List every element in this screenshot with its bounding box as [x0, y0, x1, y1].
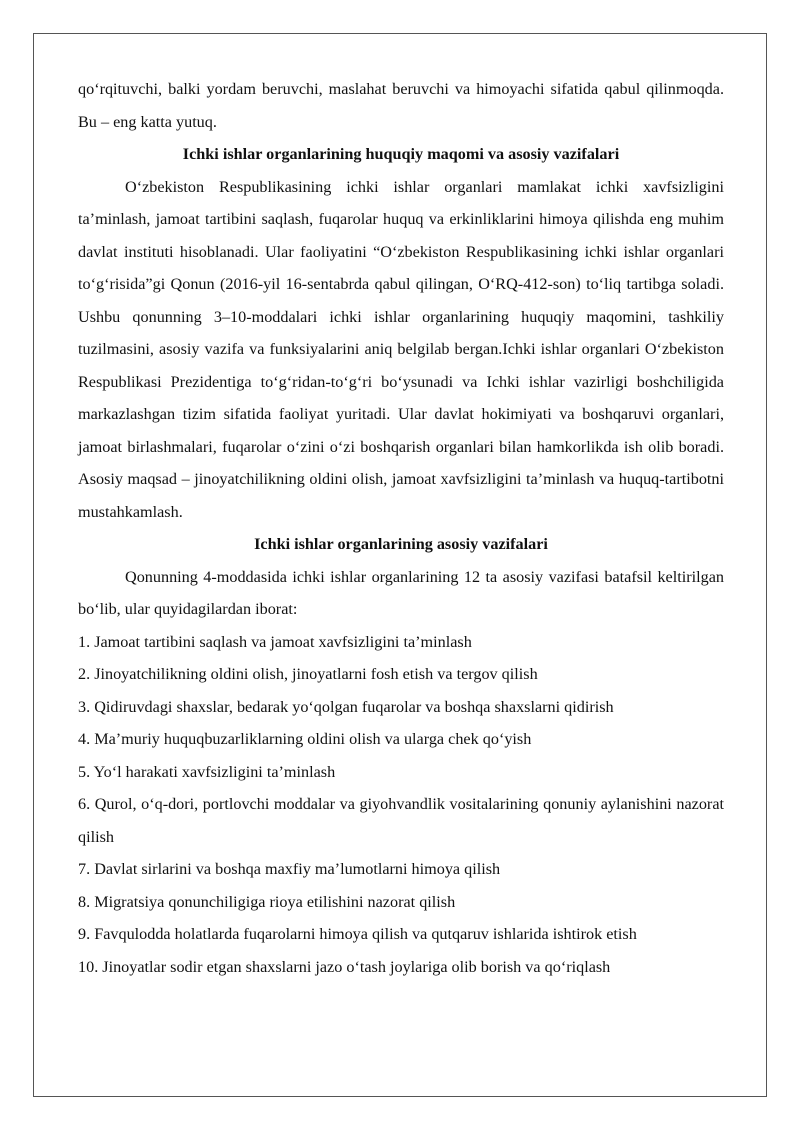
list-item: 4. Ma’muriy huquqbuzarliklarning oldini olish va ularga chek qo‘yish: [78, 730, 532, 748]
list-item: 6. Qurol, o‘q-dori, portlovchi moddalar va giyohvandlik vositalarining qonuniy aylanishini nazorat qilish: [78, 795, 724, 846]
tasks-list: [78, 626, 724, 984]
list-item: 5. Yo‘l harakati xavfsizligini ta’minlash: [78, 762, 336, 781]
legal-status-paragraph: O‘zbekiston Respublikasining ichki ishlar organlari mamlakat ichki xavfsizligini ta’minlash, jamoat tartibini saqlash, fuqarolar huquq va erkinliklarini himoya qilishda eng muhim davlat instituti hisoblanadi. Ular faoliyatini “O‘zbekiston Respublikasining ichki ishlar organlari to‘g‘risida”gi Qonun (2016-yil 16-sentabrda qabul qilingan, O‘RQ-412-son) to‘liq tartibga soladi. Ushbu qonunning 3–10-moddalari ichki ishlar organlarining huquqiy maqomini, tashkiliy tuzilmasini, asosiy vazifa va funksiyalarini aniq belgilab bergan.Ichki ishlar organlari O‘zbekiston Respublikasi Prezidentiga to‘g‘ridan-to‘g‘ri bo‘ysunadi va Ichki ishlar vazirligi boshchiligida markazlashgan tizim sifatida faoliyat yuritadi. Ular davlat hokimiyati va boshqaruvi organlari, jamoat birlashmalari, fuqarolar o‘zini o‘zi boshqarish organlari bilan hamkorlikda ish olib boradi. Asosiy maqsad – jinoyatchilikning oldini olish, jamoat xavfsizligini ta’minlash va huquq-tartibotni mustahkamlash.: [78, 177, 724, 521]
main-tasks-intro: Qonunning 4-moddasida ichki ishlar organlarining 12 ta asosiy vazifasi batafsil keltirilgan bo‘lib, ular quyidagilardan iborat:: [78, 567, 724, 618]
list-item: 3. Qidiruvdagi shaxslar, bedarak yo‘qolgan fuqarolar va boshqa shaxslarni qidirish: [78, 697, 614, 716]
section-heading-main-tasks: Ichki ishlar organlarining asosiy vazifalari: [254, 535, 548, 553]
list-item: 7. Davlat sirlarini va boshqa maxfiy ma’lumotlarni himoya qilish: [78, 860, 501, 878]
list-item: 2. Jinoyatchilikning oldini olish, jinoyatlarni fosh etish va tergov qilish: [78, 665, 538, 683]
continuation-paragraph: qo‘rqituvchi, balki yordam beruvchi, maslahat beruvchi va himoyachi sifatida qabul qilinmoqda. Bu – eng katta yutuq.: [78, 80, 724, 131]
list-item: 1. Jamoat tartibini saqlash va jamoat xavfsizligini ta’minlash: [78, 632, 472, 651]
list-item: 8. Migratsiya qonunchiligiga rioya etilishini nazorat qilish: [78, 892, 456, 911]
document-body: [78, 73, 724, 983]
section-heading-legal-status: Ichki ishlar organlarining huquqiy maqomi va asosiy vazifalari: [182, 145, 620, 163]
list-item: 10. Jinoyatlar sodir etgan shaxslarni jazo o‘tash joylariga olib borish va qo‘riqlash: [78, 957, 611, 976]
list-item: 9. Favqulodda holatlarda fuqarolarni himoya qilish va qutqaruv ishlarida ishtirok etish: [78, 925, 637, 943]
